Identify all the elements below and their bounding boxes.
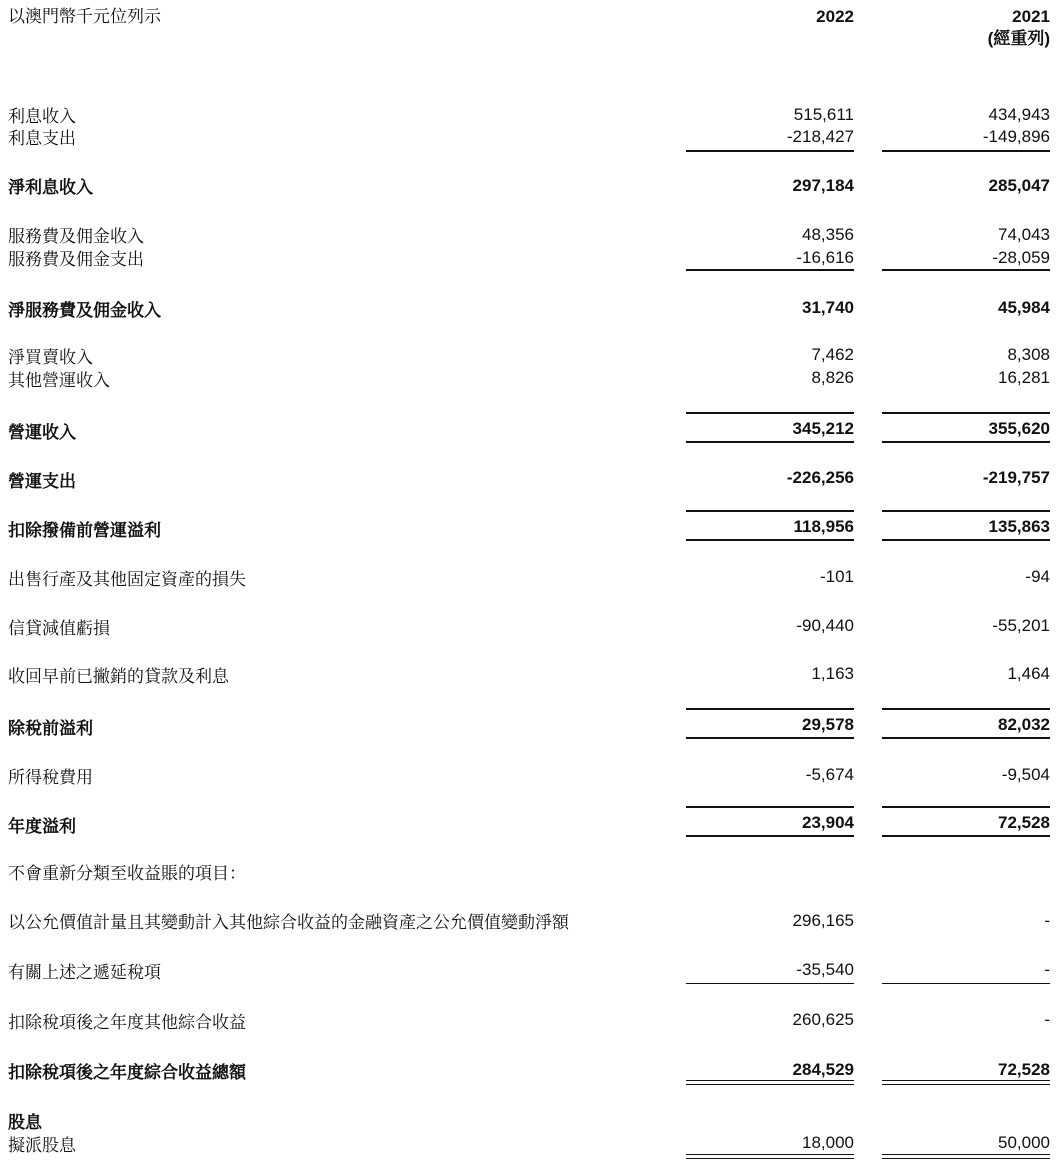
row-value-2021: 72,528 [998,813,1050,832]
row-value-2022: 18,000 [802,1133,854,1152]
row-value-2022: 260,625 [792,1010,854,1029]
row-value-2022: 31,740 [802,298,854,317]
rule [686,269,854,271]
double-rule [686,1154,854,1159]
row-label: 年度溢利 [8,817,76,836]
rule [686,510,854,512]
rule [686,737,854,739]
row-value-2022: 7,462 [811,345,854,364]
row-value-2022: -226,256 [786,468,854,487]
row-value-2022: 297,184 [792,176,854,195]
row-value-2022: 284,529 [792,1060,854,1079]
row-value-2021: 16,281 [998,368,1050,387]
row-value-2022: -101 [819,567,854,586]
row-label: 營運支出 [8,472,76,491]
row-label: 營運收入 [8,423,76,442]
row-label: 服務費及佣金支出 [8,250,144,269]
row-label: 出售行產及其他固定資產的損失 [8,570,246,589]
row-value-2021: -55,201 [992,616,1050,635]
row-value-2022: 1,163 [811,664,854,683]
row-value-2021: 355,620 [988,419,1050,438]
rule [882,269,1050,271]
rule [882,412,1050,414]
row-label: 有關上述之遞延稅項 [8,963,161,982]
rule [686,806,854,808]
row-value-2022: 118,956 [793,517,854,536]
row-label: 淨服務費及佣金收入 [8,301,161,320]
row-value-2022: 515,611 [793,105,854,124]
row-label: 扣除稅項後之年度綜合收益總額 [8,1063,246,1082]
rule [882,150,1050,152]
row-value-2021: 74,043 [998,225,1050,244]
rule [882,441,1050,443]
row-value-2021: 135,863 [988,517,1050,536]
rule [882,510,1050,512]
row-value-2021: 82,032 [998,715,1050,734]
double-rule [882,1080,1050,1085]
row-value-2021: 285,047 [988,176,1050,195]
rule [686,539,854,541]
section-heading: 不會重新分類至收益賬的項目： [8,864,246,883]
row-value-2022: 48,356 [802,225,854,244]
row-value-2022: -5,674 [805,765,854,784]
row-value-2022: 345,212 [792,419,854,438]
row-value-2021: 1,464 [1007,664,1050,683]
row-value-2021: - [1044,911,1050,930]
rule [686,835,854,837]
double-rule [882,1154,1050,1159]
row-label: 利息收入 [8,107,76,126]
row-value-2021: 434,943 [988,105,1050,124]
row-value-2022: -35,540 [796,960,854,979]
row-label: 淨利息收入 [8,178,93,197]
row-value-2021: - [1044,1010,1050,1029]
row-label: 除稅前溢利 [8,719,93,738]
row-label: 收回早前已撇銷的貸款及利息 [8,667,229,686]
row-value-2022: 29,578 [802,715,854,734]
rule [882,806,1050,808]
unit-note: 以澳門幣千元位列示 [8,7,161,26]
row-value-2022: 8,826 [811,368,854,387]
row-value-2021: 8,308 [1007,345,1050,364]
row-label: 以公允價值計量且其變動計入其他綜合收益的金融資產之公允價值變動淨額 [8,913,569,932]
rule [882,708,1050,710]
row-value-2021: 72,528 [998,1060,1050,1079]
col-header-2022: 2022 [816,7,854,26]
double-rule [686,1080,854,1085]
row-label: 扣除稅項後之年度其他綜合收益 [8,1013,246,1032]
row-label: 其他營運收入 [8,371,110,390]
rule [882,835,1050,837]
row-label: 擬派股息 [8,1136,76,1155]
section-heading: 股息 [8,1113,42,1132]
row-value-2021: 45,984 [998,298,1050,317]
rule [882,737,1050,739]
row-value-2021: 50,000 [998,1133,1050,1152]
row-value-2021: -9,504 [1001,765,1050,784]
row-label: 淨買賣收入 [8,348,93,367]
rule [686,412,854,414]
rule [882,983,1050,984]
col-header-2021-note: (經重列) [987,29,1050,48]
rule [882,539,1050,541]
row-value-2021: - [1044,960,1050,979]
row-value-2022: 296,165 [792,911,854,930]
row-value-2022: 23,904 [802,813,854,832]
row-value-2021: -149,896 [982,127,1050,146]
row-value-2022: -90,440 [796,616,854,635]
row-value-2021: -219,757 [982,468,1050,487]
rule [686,441,854,443]
row-label: 服務費及佣金收入 [8,227,144,246]
row-label: 信貸減值虧損 [8,619,110,638]
rule [686,150,854,152]
row-value-2022: -218,427 [786,127,854,146]
row-value-2021: -94 [1025,567,1050,586]
row-value-2022: -16,616 [796,248,854,267]
row-label: 所得稅費用 [8,768,93,787]
rule [686,708,854,710]
row-label: 利息支出 [8,129,76,148]
row-label: 扣除撥備前營運溢利 [8,521,161,540]
rule [686,983,854,984]
row-value-2021: -28,059 [992,248,1050,267]
col-header-2021: 2021 [1012,7,1050,26]
